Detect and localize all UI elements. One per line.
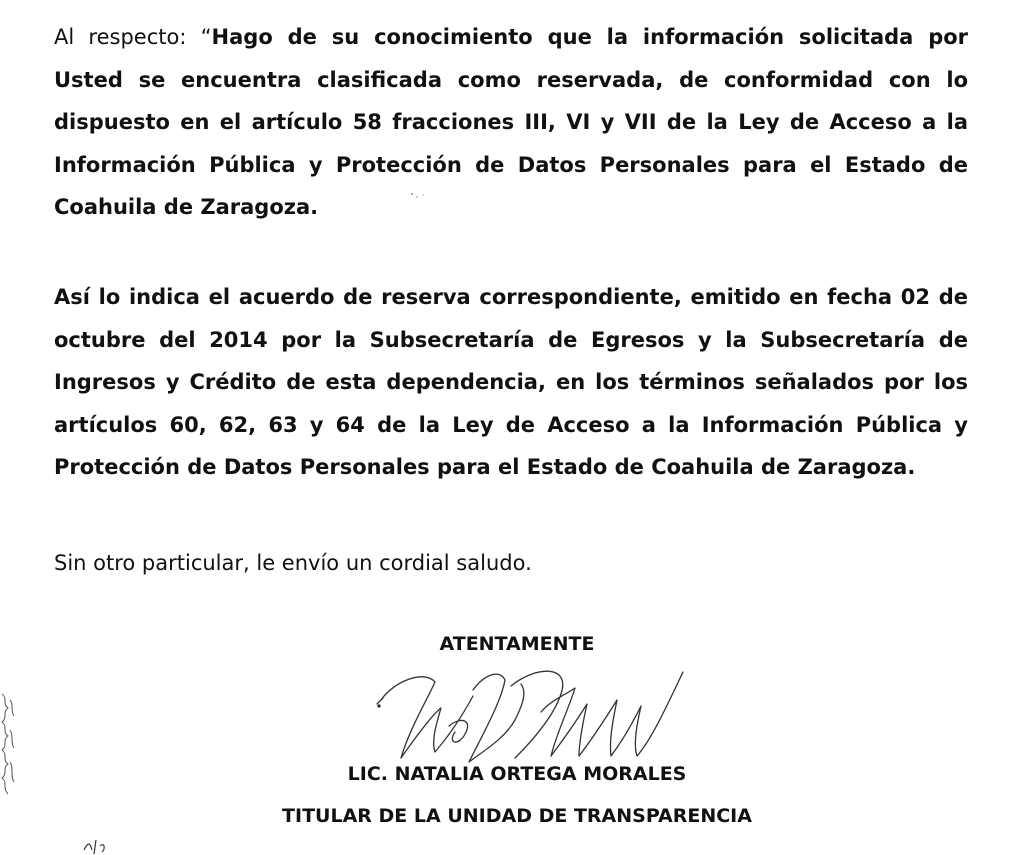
salutation: ATENTAMENTE (439, 633, 595, 655)
margin-stamp-edge (0, 690, 18, 800)
paragraph-line: Así lo indica el acuerdo de reserva correspondiente, emitido en fecha 02 de (54, 285, 968, 309)
paragraph-line (54, 16, 968, 59)
scan-speck (408, 190, 430, 202)
paragraph-line: artículos 60, 62, 63 y 64 de la Ley de Acceso a la Información Pública y (54, 412, 968, 437)
paragraph-line: Información Pública y Protección de Datos Personales para el Estado de (54, 152, 968, 177)
handwritten-signature (365, 660, 695, 780)
handwritten-mark (80, 838, 110, 855)
paragraph-line: Ingresos y Crédito de esta dependencia, en los términos señalados por los (54, 370, 968, 394)
paragraph-response (54, 16, 968, 229)
paragraph-quoted-text: Hago de su conocimiento que la información solicitada por (211, 25, 969, 49)
paragraph-line: Coahuila de Zaragoza. (54, 195, 319, 219)
paragraph-line: Usted se encuentra clasificada como reservada, de conformidad con lo (54, 67, 968, 92)
paragraph-line: octubre del 2014 por la Subsecretaría de Egresos y la Subsecretaría de (54, 327, 968, 352)
signer-name: LIC. NATALIA ORTEGA MORALES (347, 763, 687, 785)
paragraph-line: dispuesto en el artículo 58 fracciones III, VI y VII de la Ley de Acceso a la (54, 110, 968, 134)
paragraph-reserve-agreement (54, 276, 968, 489)
closing-line: Sin otro particular, le envío un cordial saludo. (54, 551, 532, 575)
paragraph-lead-text: Al respecto: “ (54, 25, 212, 49)
paragraph-line: Protección de Datos Personales para el Estado de Coahuila de Zaragoza. (54, 455, 916, 479)
signer-title: TITULAR DE LA UNIDAD DE TRANSPARENCIA (282, 805, 752, 827)
